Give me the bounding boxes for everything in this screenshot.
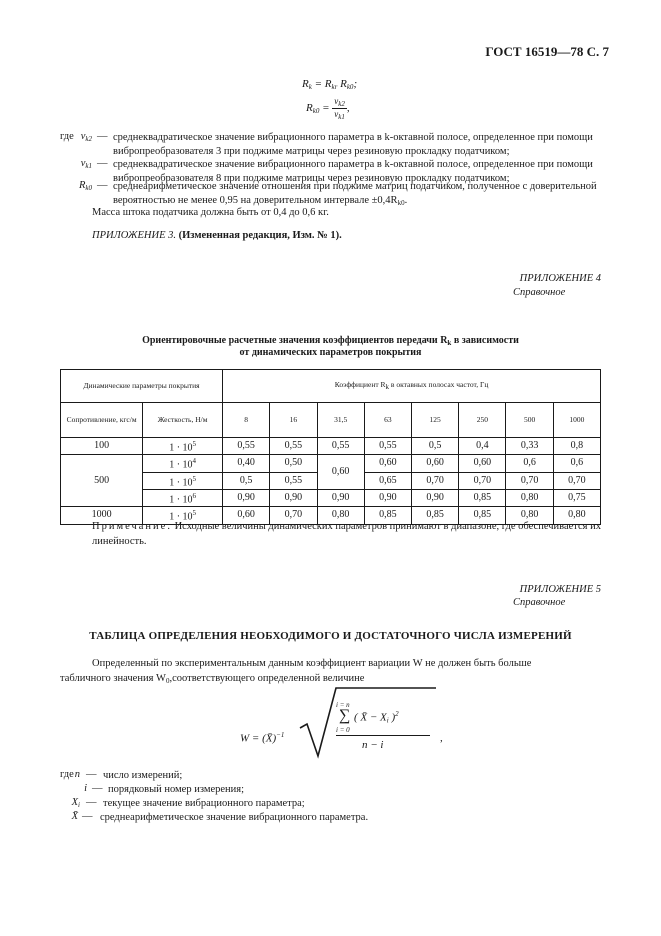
table-cell: 0,90 [364,489,411,506]
table-cell: 0,8 [553,438,600,455]
header-dynamic-params: Динамические параметры покрытия [61,370,223,403]
table-cell: 0,70 [411,472,458,489]
table-cell: 0,75 [553,489,600,506]
table-cell: 0,60 [411,455,458,472]
table-cell: 0,55 [270,472,317,489]
cell-stiffness: $1 \cdot 10^6$ [143,489,223,506]
cell-stiffness: $1 \cdot 10^4$ [143,455,223,472]
table-cell: 0,70 [553,472,600,489]
table-cell: 0,85 [364,507,411,524]
table-cell: 0,85 [411,507,458,524]
table-cell: 0,55 [270,438,317,455]
header-freq: 250 [459,403,506,438]
table-cell: 0,6 [553,455,600,472]
table-cell: 0,5 [411,438,458,455]
header-freq: 500 [506,403,553,438]
coefficients-table [60,369,601,525]
table-cell: 0,90 [411,489,458,506]
table-row [61,455,601,472]
sum-body: ( X̄ − $X_i$ )$^2$ [354,710,399,725]
appendix5-label: ПРИЛОЖЕНИЕ 5 [519,584,601,595]
header-stiffness: Жесткость, Н/м [143,403,223,438]
header-freq: 8 [223,403,270,438]
table-cell: 0,90 [223,489,270,506]
appendix4-title-line2: от динамических параметров покрытия [239,347,422,358]
table-cell-merged: 0,60 [317,455,364,490]
table-cell: 0,55 [317,438,364,455]
table-cell: 0,33 [506,438,553,455]
table-cell: 0,80 [506,507,553,524]
cell-resistance: 500 [61,455,143,507]
where-label-top: где [60,131,74,142]
header-resistance: Сопротивление, кгс/м [61,403,143,438]
cell-stiffness: $1 \cdot 10^5$ [143,472,223,489]
appendix3-note: ПРИЛОЖЕНИЕ 3. (Измененная редакция, Изм. № 1). [92,230,342,241]
fraction-vk2-vk1: $\frac{v_{k2}}{v_{k1}}$ [334,96,345,121]
appendix5-para-line1: Определенный по экспериментальным данным коэффициент вариации W не должен быть больше [92,658,532,669]
formula-w-lhs: W = (X̄)$^{-1}$ [240,731,285,745]
header-freq: 125 [411,403,458,438]
fraction-bar [336,735,430,736]
table-cell: 0,60 [223,507,270,524]
table-cell: 0,85 [459,507,506,524]
sum-sign: ∑ [339,707,351,724]
sum-upper-limit: i = n [336,701,350,709]
header-freq: 16 [270,403,317,438]
table-cell: 0,70 [270,507,317,524]
appendix4-title-line1: Ориентировочные расчетные значения коэффициентов передачи $R_k$ в зависимости [142,335,519,347]
appendix5-kind: Справочное [513,597,566,608]
appendix5-title: ТАБЛИЦА ОПРЕДЕЛЕНИЯ НЕОБХОДИМОГО И ДОСТАТОЧНОГО ЧИСЛА ИЗМЕРЕНИЙ [89,630,572,642]
table-cell: 0,90 [270,489,317,506]
table-cell: 0,50 [270,455,317,472]
formula-rk: $R_k = R_{kr}$ $R_{k0}$; [302,78,358,91]
table-cell: 0,70 [506,472,553,489]
header-freq: 31,5 [317,403,364,438]
table-cell: 0,90 [317,489,364,506]
table-cell: 0,55 [364,438,411,455]
table-row [61,438,601,455]
appendix5-para-line2: табличного значения $W_0,соответствующего$ определенной величине [60,673,365,685]
table-cell: 0,6 [506,455,553,472]
cell-resistance: 1000 [61,507,143,524]
appendix4-kind: Справочное [513,287,566,298]
table-cell: 0,4 [459,438,506,455]
table-cell: 0,85 [459,489,506,506]
sum-lower-limit: i = 0 [336,726,350,734]
table-cell: 0,80 [317,507,364,524]
table-cell: 0,60 [459,455,506,472]
table-note: Примечание. Исходные величины динамических параметров принимают в диапазоне, где обеспечивается их линейность. [92,521,601,547]
table-cell: 0,5 [223,472,270,489]
table-cell: 0,80 [553,507,600,524]
header-freq: 63 [364,403,411,438]
cell-stiffness: $1 \cdot 10^5$ [143,438,223,455]
table-cell: 0,40 [223,455,270,472]
table-cell: 0,60 [364,455,411,472]
cell-resistance: 100 [61,438,143,455]
table-cell: 0,70 [459,472,506,489]
formula-end: , [440,732,443,744]
header-coefficient: Коэффициент Rk в октавных полосах частот, Гц [223,370,601,403]
cell-stiffness: $1 \cdot 10^5$ [143,507,223,524]
page-header: ГОСТ 16519—78 С. 7 [485,44,609,59]
formula-denominator: n − i [362,739,384,751]
table-cell: 0,80 [506,489,553,506]
where-label-bottom: где [60,769,74,780]
mass-note: Масса штока податчика должна быть от 0,4 до 0,6 кг. [92,207,329,218]
formula-rk0: $R_{k0}$ = $\frac{v_{k2}}{v_{k1}}$ , [306,96,350,121]
table-cell: 0,55 [223,438,270,455]
header-freq: 1000 [553,403,600,438]
table-cell: 0,65 [364,472,411,489]
appendix4-label: ПРИЛОЖЕНИЕ 4 [519,273,601,284]
